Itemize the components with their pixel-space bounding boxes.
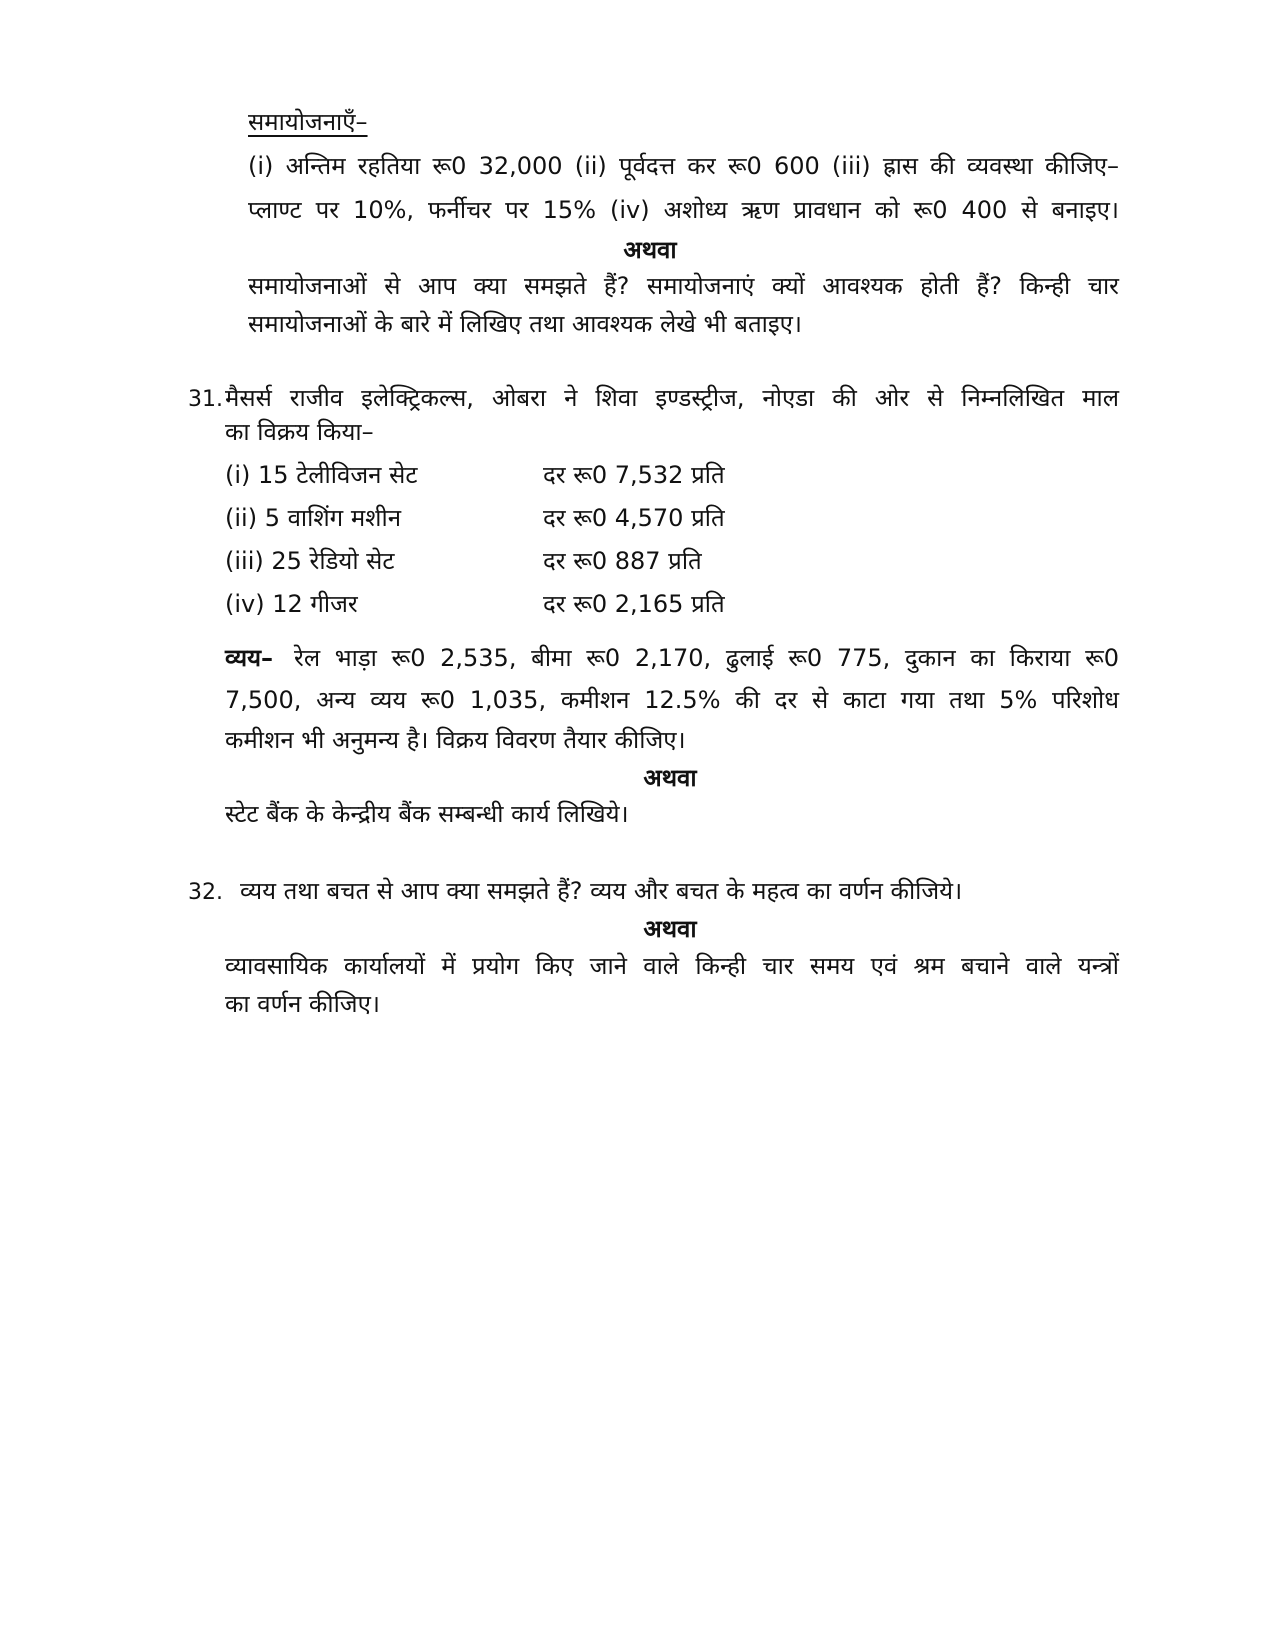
list-item-rate: दर रू0 887 प्रति — [543, 547, 702, 575]
list-item-rate: दर रू0 7,532 प्रति — [543, 461, 725, 489]
question-32-alt-line-2: का वर्णन कीजिए। — [225, 990, 380, 1018]
adjustments-line-1: (i) अन्तिम रहतिया रू0 32,000 (ii) पूर्वदत्त कर रू0 600 (iii) ह्रास की व्यवस्था कीजिए– — [248, 152, 1119, 180]
adjustments-alt-line-2: समायोजनाओं के बारे में लिखिए तथा आवश्यक लेखे भी बताइए। — [248, 310, 802, 338]
question-31-number: 31. — [188, 387, 223, 412]
question-31-expense-line-2: 7,500, अन्य व्यय रू0 1,035, कमीशन 12.5% की दर से काटा गया तथा 5% परिशोध — [225, 686, 1119, 714]
list-item-label: (iii) 25 रेडियो सेट — [225, 547, 395, 575]
adjustments-line-2: प्लाण्ट पर 10%, फर्नीचर पर 15% (iv) अशोध्य ऋण प्रावधान को रू0 400 से बनाइए। — [248, 196, 1119, 224]
list-item-rate: दर रू0 2,165 प्रति — [543, 590, 725, 618]
adjustments-heading: समायोजनाएँ– — [248, 108, 368, 136]
question-31-expense-line-3: कमीशन भी अनुमन्य है। विक्रय विवरण तैयार कीजिए। — [225, 726, 686, 754]
list-item-label: (i) 15 टेलीविजन सेट — [225, 461, 418, 489]
question-31-alt-line-1: स्टेट बैंक के केन्द्रीय बैंक सम्बन्धी कार्य लिखिये। — [225, 800, 629, 828]
question-32-or-label: अथवा — [643, 915, 697, 943]
list-item-label: (ii) 5 वाशिंग मशीन — [225, 504, 402, 532]
question-32-number: 32. — [188, 880, 223, 905]
question-31-or-label: अथवा — [643, 764, 697, 792]
list-item-label: (iv) 12 गीजर — [225, 590, 358, 618]
question-31-expense-label: व्यय– — [225, 644, 274, 672]
question-32-alt-line-1: व्यावसायिक कार्यालयों में प्रयोग किए जाने वाले किन्ही चार समय एवं श्रम बचाने वाले यन्त्रों — [225, 952, 1119, 980]
adjustments-or-label: अथवा — [623, 236, 677, 264]
question-31-line-2: का विक्रय किया– — [225, 418, 374, 446]
list-item-rate: दर रू0 4,570 प्रति — [543, 504, 725, 532]
adjustments-alt-line-1: समायोजनाओं से आप क्या समझते हैं? समायोजनाएं क्यों आवश्यक होती हैं? किन्ही चार — [248, 272, 1119, 300]
question-31-expense-line-1: रेल भाड़ा रू0 2,535, बीमा रू0 2,170, ढुलाई रू0 775, दुकान का किराया रू0 — [294, 644, 1119, 672]
question-31-line-1: मैसर्स राजीव इलेक्ट्रिकल्स, ओबरा ने शिवा इण्डस्ट्रीज, नोएडा की ओर से निम्नलिखित माल — [225, 384, 1119, 412]
question-32-line-1: व्यय तथा बचत से आप क्या समझते हैं? व्यय और बचत के महत्व का वर्णन कीजिये। — [240, 877, 963, 905]
